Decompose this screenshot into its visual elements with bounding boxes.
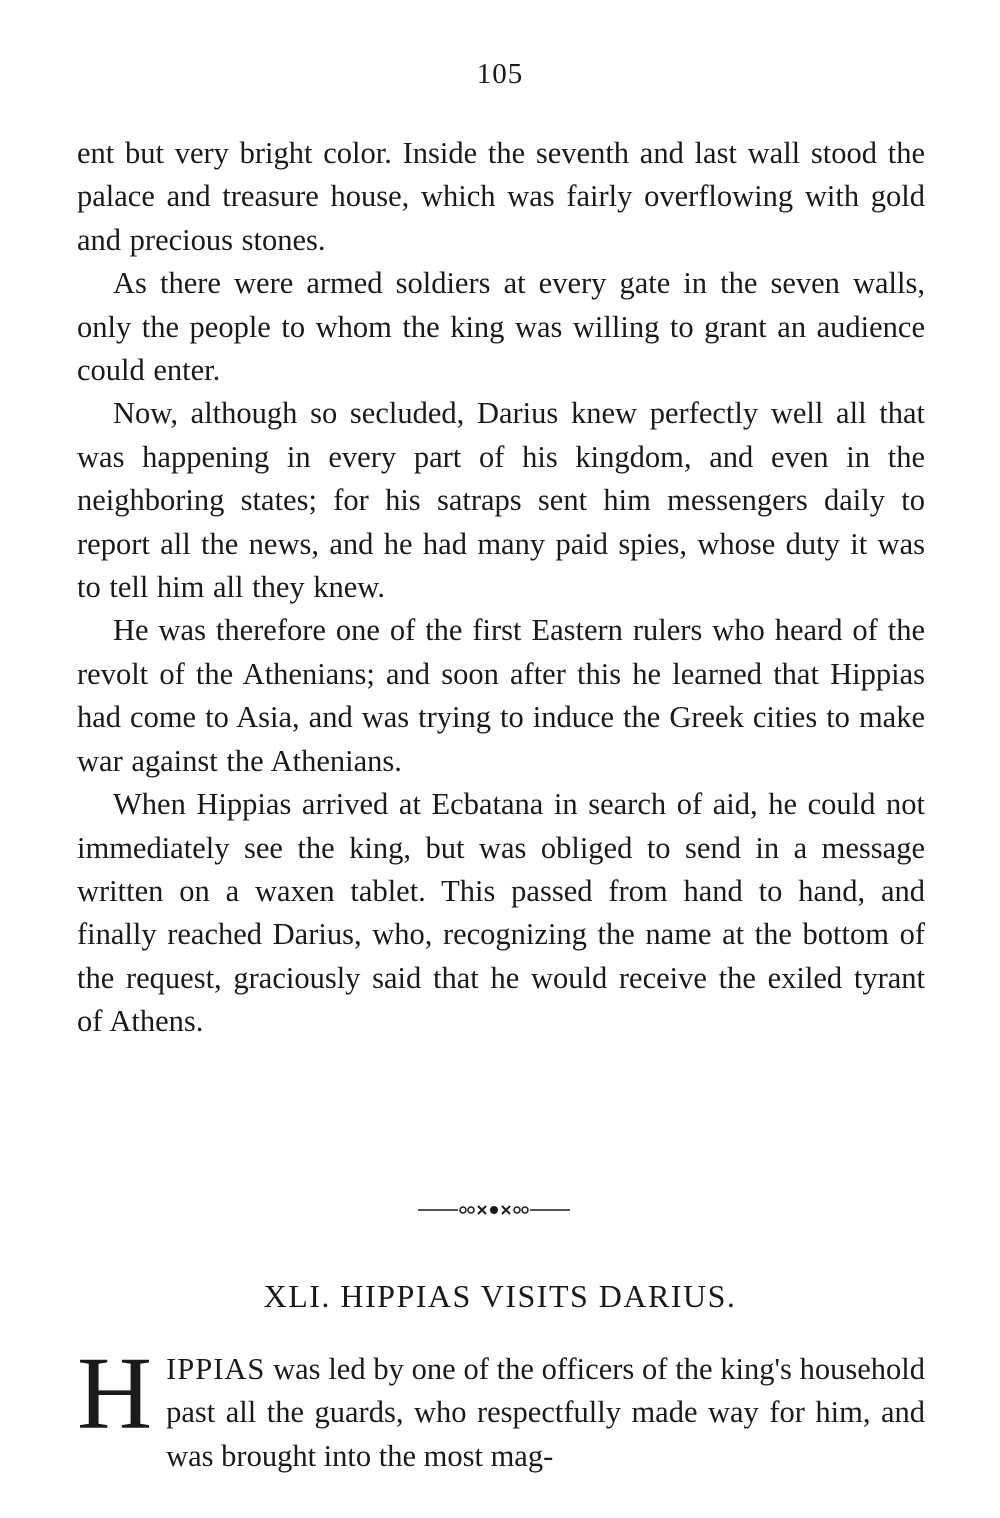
lead-caps: IPPIAS: [166, 1352, 266, 1386]
paragraph: He was therefore one of the first Eastern rulers who heard of the revolt of the Athenians; and soon after this he learned that Hippias had come to Asia, and was trying to induce the Greek cities to make war against the Athenians.: [77, 613, 925, 778]
section-divider-ornament: [418, 1200, 570, 1220]
paragraph: As there were armed soldiers at every gate in the seven walls, only the people to whom the king was willing to grant an audience could enter.: [77, 266, 925, 388]
paragraph: Now, although so secluded, Darius knew perfectly well all that was happening in every part of his kingdom, and even in the neighboring states; for his satraps sent him messengers daily to report all the news, and he had many paid spies, whose duty it was to tell him all they knew.: [77, 396, 925, 605]
paragraph-continuation: ent but very bright color. Inside the seventh and last wall stood the palace and treasure house, which was fairly overflowing with gold and precious stones.: [77, 136, 925, 257]
drop-cap: H: [77, 1336, 153, 1451]
chapter-opening-text: [77, 1336, 925, 1478]
page-number: 105: [476, 58, 524, 90]
body-text: [77, 132, 925, 1044]
chapter-title: XLI. HIPPIAS VISITS DARIUS.: [263, 1278, 737, 1314]
paragraph: When Hippias arrived at Ecbatana in search of aid, he could not immediately see the king, but was obliged to send in a message written on a waxen tablet. This passed from hand to hand, and finally reached Darius, who, recognizing the name at the bottom of the request, graciously said that he would receive the exiled tyrant of Athens.: [77, 787, 925, 1039]
chapter-paragraph: was led by one of the officers of the king's household past all the guards, who respectfully made way for him, and was brought into the most mag-: [166, 1352, 925, 1473]
